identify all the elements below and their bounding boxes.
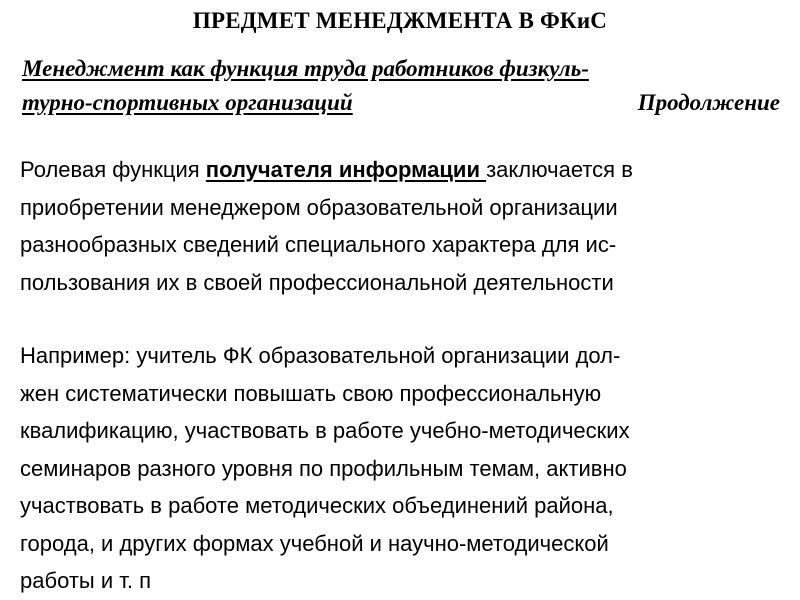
- paragraph2-line: семинаров разного уровня по профильным темам, активно: [20, 455, 627, 481]
- paragraph1-line1-tail: заключается в: [486, 157, 633, 182]
- paragraph2-line: Например: учитель ФК образовательной организации дол-: [20, 343, 621, 368]
- continuation-label: Продолжение: [637, 90, 780, 115]
- paragraph1-line-3: разнообразных сведений специального характера для ис-: [20, 232, 617, 257]
- paragraph2-line: участвовать в работе методических объединений района,: [20, 493, 614, 518]
- paragraph1-line-2: приобретении менеджером образовательной организации: [20, 194, 618, 220]
- paragraph-information-recipient: [20, 151, 800, 301]
- paragraph1-line-1: [20, 151, 800, 189]
- subtitle-line-2: турно-спортивных организаций: [22, 90, 353, 115]
- subtitle-line-1: Менеджмент как функция труда работников физкуль-: [22, 56, 589, 81]
- paragraph1-lead: Ролевая функция: [20, 157, 206, 182]
- slide-subtitle: [22, 52, 792, 120]
- paragraph2-line: города, и других формах учебной и научно-методической: [20, 530, 609, 556]
- paragraph1-line-4: пользования их в своей профессиональной деятельности: [20, 269, 614, 295]
- paragraph-example: [20, 337, 800, 600]
- slide-title: ПРЕДМЕТ МЕНЕДЖМЕНТА В ФКиС: [192, 8, 608, 33]
- paragraph2-line: квалификацию, участвовать в работе учебно-методических: [20, 418, 630, 443]
- paragraph2-line: жен систематически повышать свою профессиональную: [20, 380, 602, 406]
- paragraph2-line: работы и т. п: [20, 568, 152, 593]
- paragraph1-emphasis: получателя информации: [205, 157, 487, 182]
